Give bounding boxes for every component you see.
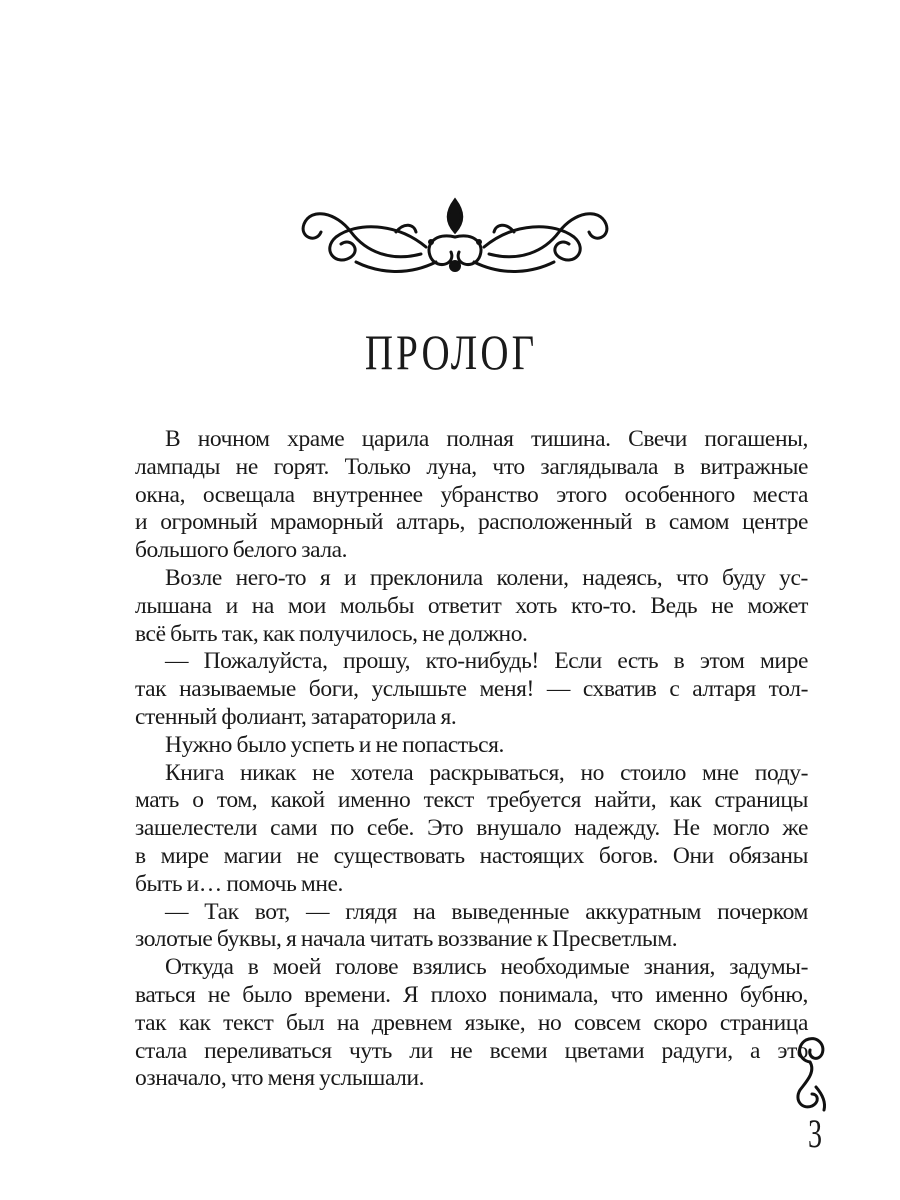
- text-line: лышана и на мои мольбы ответит хоть кто-то. Ведь не может: [135, 592, 808, 619]
- text-line: означало, что меня услышали.: [135, 1065, 425, 1092]
- chapter-body: [135, 426, 808, 1093]
- text-line: лампады не горят. Только луна, что заглядывала в витражные: [135, 453, 808, 480]
- text-line: Нужно было успеть и не попасться.: [165, 731, 504, 758]
- text-line: В ночном храме царила полная тишина. Свечи погашены,: [165, 426, 808, 452]
- text-line: всё быть так, как получилось, не должно.: [135, 620, 528, 647]
- text-line: ваться не было времени. Я плохо понимала, что именно бубню,: [135, 981, 808, 1008]
- text-line: быть и… помочь мне.: [135, 870, 344, 897]
- text-line: стенный фолиант, затараторила я.: [135, 703, 457, 730]
- text-line: большого белого зала.: [135, 537, 348, 564]
- text-line: Возле него-то я и преклонила колени, надеясь, что буду ус-: [165, 564, 808, 591]
- chapter-title: ПРОЛОГ: [364, 324, 538, 380]
- text-line: мать о том, какой именно текст требуется найти, как страницы: [135, 787, 808, 814]
- text-line: и огромный мраморный алтарь, расположенный в самом центре: [135, 509, 808, 536]
- header-ornament-icon: [296, 192, 614, 278]
- text-line: зашелестели сами по себе. Это внушало надежду. Не могло же: [135, 815, 808, 842]
- text-line: золотые буквы, я начала читать воззвание к Пресветлым.: [135, 926, 678, 953]
- text-line: — Пожалуйста, прошу, кто-нибудь! Если есть в этом мире: [165, 648, 808, 675]
- text-line: в мире магии не существовать настоящих богов. Они обязаны: [135, 842, 808, 869]
- text-line: так называемые боги, услышьте меня! — схватив с алтаря тол-: [135, 676, 808, 703]
- text-line: так как текст был на древнем языке, но совсем скоро страница: [135, 1009, 808, 1036]
- text-line: стала переливаться чуть ли не всеми цветами радуги, а это: [135, 1037, 808, 1064]
- text-line: окна, освещала внутреннее убранство этого особенного места: [135, 481, 808, 508]
- text-line: — Так вот, — глядя на выведенные аккуратным почерком: [165, 898, 808, 925]
- text-line: Книга никак не хотела раскрываться, но стоило мне поду-: [165, 759, 808, 786]
- text-line: Откуда в моей голове взялись необходимые знания, задумы-: [165, 954, 808, 981]
- side-ornament-icon: [788, 1032, 832, 1114]
- page-number: 3: [808, 1111, 822, 1156]
